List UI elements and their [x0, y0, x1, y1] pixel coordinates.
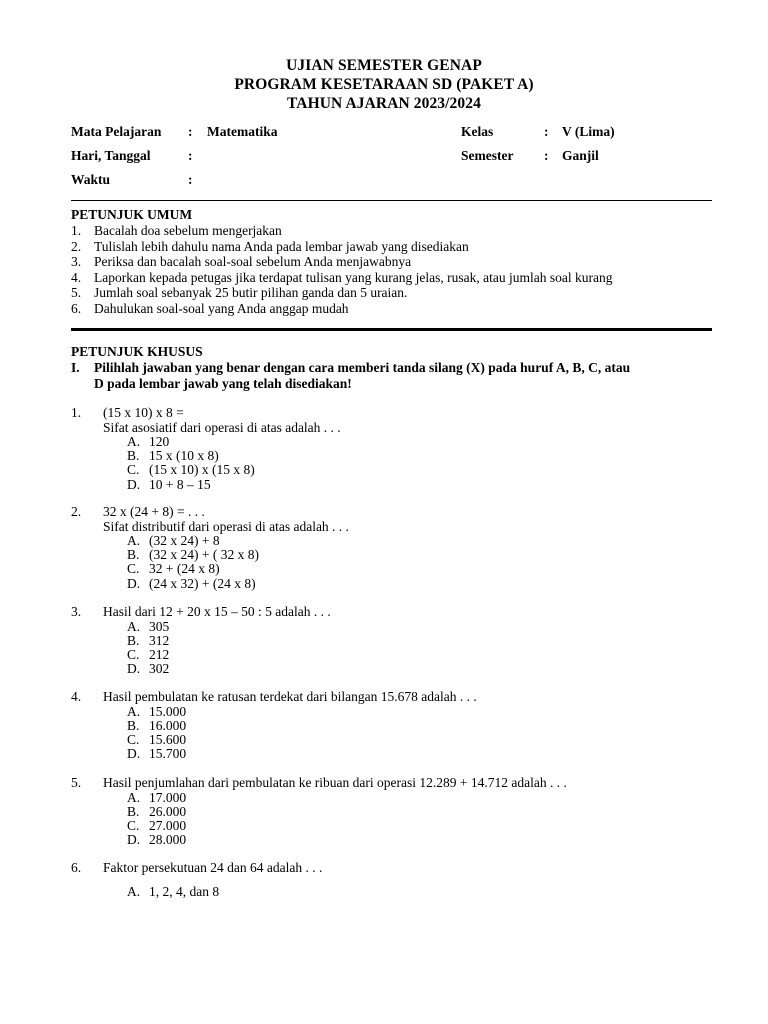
item-number: 2.: [71, 238, 82, 254]
option-letter: C.: [127, 462, 140, 478]
mapel-value: Matematika: [207, 124, 278, 139]
option-letter: A.: [127, 434, 141, 449]
petunjuk-umum-item: [71, 254, 712, 270]
answer-option: [127, 746, 186, 762]
option-letter: A.: [127, 789, 141, 805]
option-text: 28.000: [149, 832, 187, 848]
option-text: 15.000: [149, 703, 187, 719]
question-number: 5.: [71, 775, 82, 790]
hari-colon: :: [188, 148, 193, 163]
option-text: 212: [149, 646, 170, 662]
option-letter: B.: [127, 547, 140, 563]
option-text: 32 + (24 x 8): [149, 561, 220, 577]
kelas-colon: :: [544, 124, 549, 139]
option-text: (32 x 24) + ( 32 x 8): [149, 547, 259, 563]
item-text: Tulislah lebih dahulu nama Anda pada lembar jawab yang disediakan: [94, 238, 469, 254]
question-number: 3.: [71, 604, 82, 619]
option-letter: A.: [127, 618, 141, 634]
petunjuk-umum-title: PETUNJUK UMUM: [71, 207, 193, 222]
option-letter: C.: [127, 561, 140, 577]
option-text: (15 x 10) x (15 x 8): [149, 462, 255, 478]
question-number: 1.: [71, 405, 82, 420]
option-letter: A.: [127, 703, 141, 719]
header-program: PROGRAM KESETARAAN SD (PAKET A): [234, 76, 534, 93]
answer-option: [127, 832, 186, 848]
petunjuk-umum-item: [71, 223, 712, 239]
mapel-label: Mata Pelajaran: [71, 124, 162, 139]
question-number: 2.: [71, 504, 82, 519]
option-letter: B.: [127, 803, 140, 819]
option-letter: A.: [127, 883, 141, 899]
option-text: 17.000: [149, 789, 187, 805]
petunjuk-umum-item: [71, 270, 712, 286]
petunjuk-umum-list: [71, 223, 712, 317]
waktu-colon: :: [188, 172, 193, 187]
option-letter: C.: [127, 646, 140, 662]
item-text: Laporkan kepada petugas jika terdapat tulisan yang kurang jelas, rusak, atau jumlah soal kurang: [94, 269, 613, 285]
item-number: 5.: [71, 285, 82, 301]
answer-option: [127, 884, 219, 900]
question-text: Faktor persekutuan 24 dan 64 adalah . . .: [103, 860, 323, 875]
option-letter: A.: [127, 533, 141, 548]
petunjuk-umum-item: [71, 285, 712, 301]
kelas-value: V (Lima): [562, 124, 615, 139]
waktu-label: Waktu: [71, 172, 111, 187]
option-text: 15 x (10 x 8): [149, 448, 219, 464]
option-letter: D.: [127, 661, 141, 677]
option-text: 302: [149, 661, 170, 677]
option-letter: B.: [127, 632, 140, 648]
petunjuk-khusus-title: PETUNJUK KHUSUS: [71, 344, 203, 359]
option-text: 26.000: [149, 803, 187, 819]
semester-value: Ganjil: [562, 148, 599, 163]
item-number: 3.: [71, 254, 82, 270]
header-year: TAHUN AJARAN 2023/2024: [287, 95, 481, 112]
semester-label: Semester: [461, 148, 514, 163]
question-number: 6.: [71, 860, 82, 875]
instruction-line-1: Pilihlah jawaban yang benar dengan cara memberi tanda silang (X) pada huruf A, B, C, atau: [94, 360, 631, 375]
option-text: 10 + 8 – 15: [149, 476, 211, 492]
option-text: 120: [149, 434, 170, 449]
option-letter: B.: [127, 448, 140, 464]
header-title: UJIAN SEMESTER GENAP: [286, 57, 482, 74]
answer-option: [127, 576, 256, 592]
item-text: Periksa dan bacalah soal-soal sebelum Anda menjawabnya: [94, 254, 412, 270]
question-text: Hasil penjumlahan dari pembulatan ke ribuan dari operasi 12.289 + 14.712 adalah . . .: [103, 775, 567, 790]
option-text: 312: [149, 632, 170, 648]
item-text: Dahulukan soal-soal yang Anda anggap mudah: [94, 300, 349, 316]
item-text: Jumlah soal sebanyak 25 butir pilihan ganda dan 5 uraian.: [94, 285, 408, 301]
mapel-colon: :: [188, 124, 193, 139]
answer-option: [127, 661, 169, 677]
option-text: 27.000: [149, 817, 187, 833]
option-text: 15.700: [149, 746, 187, 762]
instruction-roman: I.: [71, 360, 80, 375]
hari-label: Hari, Tanggal: [71, 148, 151, 163]
option-letter: D.: [127, 575, 141, 591]
option-letter: B.: [127, 717, 140, 733]
option-text: (32 x 24) + 8: [149, 533, 220, 548]
option-text: 15.600: [149, 731, 187, 747]
instruction-line-2: D pada lembar jawab yang telah disediakan!: [94, 376, 352, 391]
kelas-label: Kelas: [461, 124, 494, 139]
option-letter: C.: [127, 817, 140, 833]
item-number: 1.: [71, 223, 82, 238]
option-letter: D.: [127, 746, 141, 762]
question-text: Hasil pembulatan ke ratusan terdekat dari bilangan 15.678 adalah . . .: [103, 689, 477, 704]
option-text: 16.000: [149, 717, 187, 733]
petunjuk-umum-item: [71, 239, 712, 255]
semester-colon: :: [544, 148, 549, 163]
exam-header: [0, 56, 768, 113]
question-text: Hasil dari 12 + 20 x 15 – 50 : 5 adalah . . .: [103, 604, 331, 619]
item-number: 6.: [71, 300, 82, 316]
option-letter: D.: [127, 476, 141, 492]
question-number: 4.: [71, 689, 82, 704]
question-text: Sifat asosiatif dari operasi di atas adalah . . .: [103, 419, 341, 435]
option-text: 1, 2, 4, dan 8: [149, 883, 220, 899]
item-number: 4.: [71, 269, 82, 285]
divider-thin: [71, 200, 712, 201]
answer-option: [127, 477, 211, 493]
option-letter: D.: [127, 832, 141, 848]
option-text: (24 x 32) + (24 x 8): [149, 575, 256, 591]
question-text: 32 x (24 + 8) = . . .: [103, 504, 205, 519]
divider-thick: [71, 328, 712, 331]
option-text: 305: [149, 618, 170, 634]
petunjuk-umum-item: [71, 301, 712, 317]
item-text: Bacalah doa sebelum mengerjakan: [94, 223, 282, 238]
question-text: Sifat distributif dari operasi di atas adalah . . .: [103, 518, 349, 534]
option-letter: C.: [127, 731, 140, 747]
question-text: (15 x 10) x 8 =: [103, 405, 184, 420]
